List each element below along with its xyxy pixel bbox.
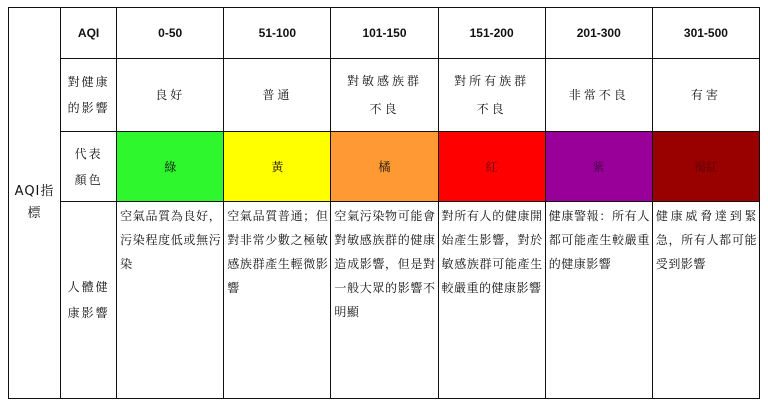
header-range-3: 151-200 <box>438 8 545 59</box>
health-impact-cell-4: 非常不良 <box>545 59 652 132</box>
effect-cell-5: 健康威脅達到緊急，所有人都可能受到影響 <box>652 202 759 399</box>
effect-label: 人體健 康影響 <box>61 202 117 399</box>
color-swatch-yellow: 黃 <box>224 132 331 202</box>
effect-cell-1: 空氣品質普通；但對非常少數之極敏感族群產生輕微影響 <box>224 202 331 399</box>
effect-cell-0: 空氣品質為良好，污染程度低或無污染 <box>117 202 224 399</box>
health-impact-cell-5: 有害 <box>652 59 759 132</box>
header-aqi-label: AQI <box>61 8 117 59</box>
health-impact-cell-1: 普通 <box>224 59 331 132</box>
aqi-table <box>8 7 760 399</box>
effect-cell-3: 對所有人的健康開始產生影響，對於敏感族群可能產生較嚴重的健康影響 <box>438 202 545 399</box>
color-row <box>9 132 760 202</box>
color-label: 代表 顏色 <box>61 132 117 202</box>
health-impact-cell-0: 良好 <box>117 59 224 132</box>
health-impact-cell-2: 對敏感族群 不良 <box>331 59 438 132</box>
row-group-label: AQI指標 <box>14 184 55 221</box>
header-range-0: 0-50 <box>117 8 224 59</box>
health-impact-row <box>9 59 760 132</box>
header-range-4: 201-300 <box>545 8 652 59</box>
health-impact-cell-3: 對所有族群 不良 <box>438 59 545 132</box>
row-group-cell <box>9 8 61 399</box>
color-swatch-red: 紅 <box>438 132 545 202</box>
effect-cell-4: 健康警報：所有人都可能產生較嚴重的健康影響 <box>545 202 652 399</box>
color-swatch-green: 綠 <box>117 132 224 202</box>
effect-cell-2: 空氣污染物可能會對敏感族群的健康造成影響，但是對一般大眾的影響不明顯 <box>331 202 438 399</box>
effect-row <box>9 202 760 399</box>
header-range-2: 101-150 <box>331 8 438 59</box>
color-swatch-maroon: 褐紅 <box>652 132 759 202</box>
header-range-5: 301-500 <box>652 8 759 59</box>
header-range-1: 51-100 <box>224 8 331 59</box>
color-swatch-purple: 紫 <box>545 132 652 202</box>
color-swatch-orange: 橘 <box>331 132 438 202</box>
health-impact-label: 對健康 的影響 <box>61 59 117 132</box>
header-row <box>9 8 760 59</box>
